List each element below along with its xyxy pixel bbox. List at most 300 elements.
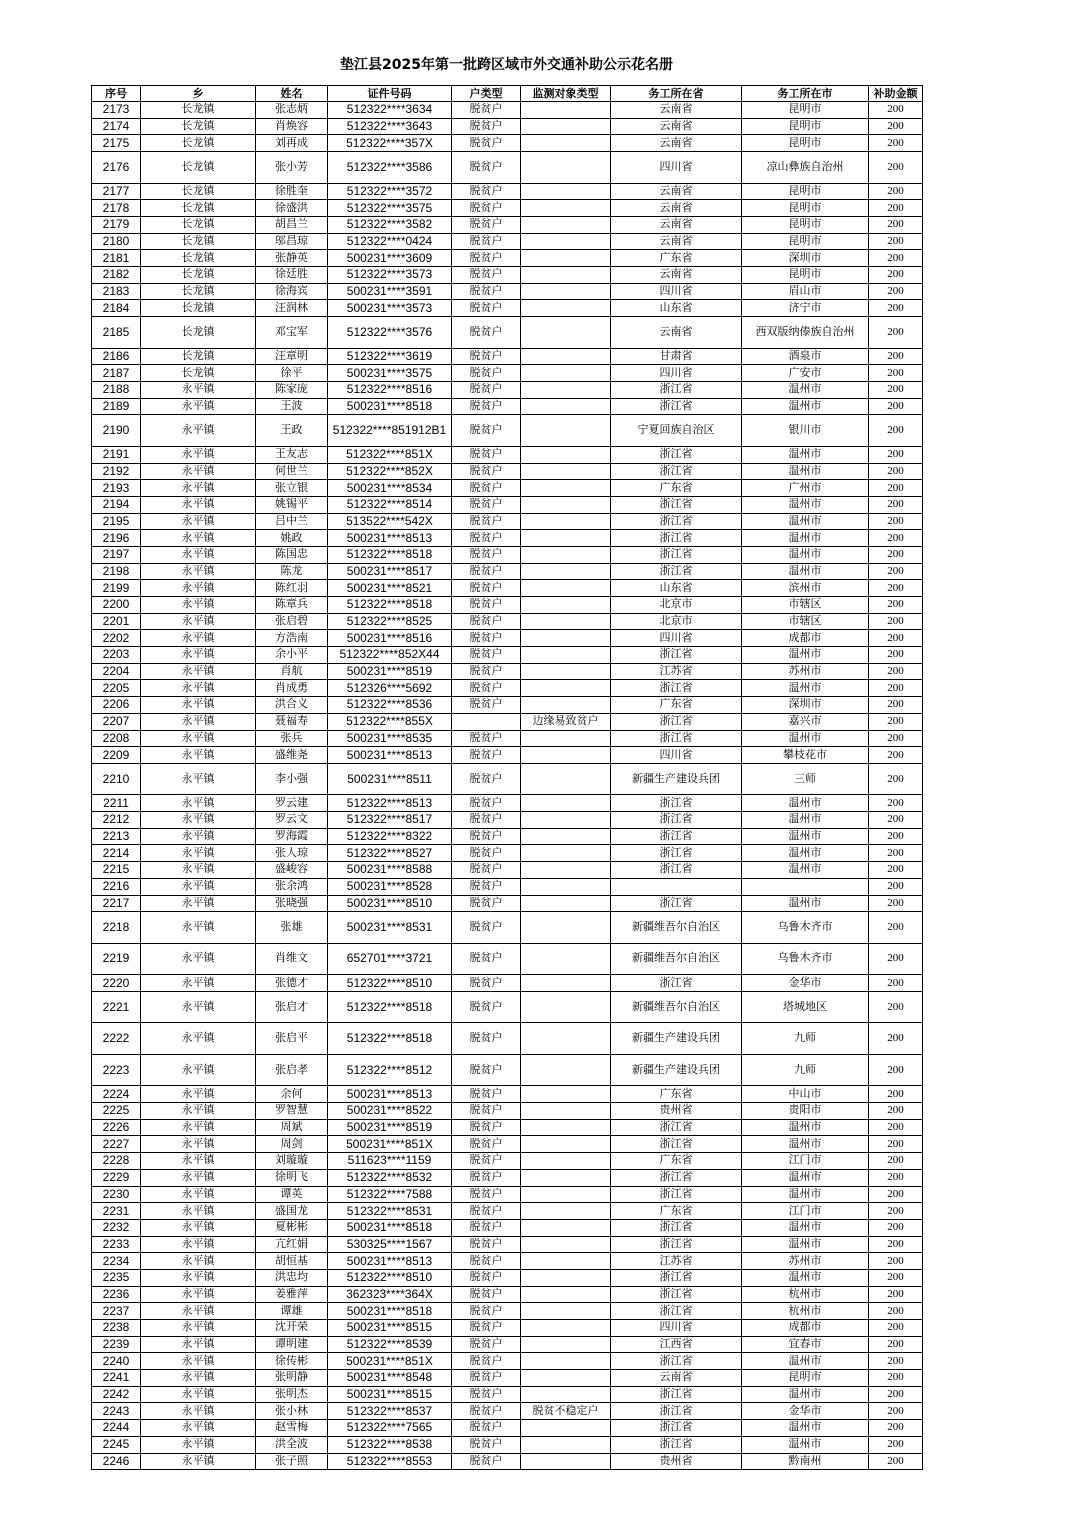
table-row	[92, 663, 923, 680]
cell-work-province: 浙江省	[611, 895, 742, 912]
cell-subsidy-amount: 200	[869, 1119, 923, 1136]
cell-serial: 2235	[92, 1269, 141, 1286]
cell-id-number: 512322****3572	[328, 183, 452, 200]
cell-subsidy-amount: 200	[869, 365, 923, 382]
cell-township: 永平镇	[141, 713, 256, 730]
cell-subsidy-amount: 200	[869, 1054, 923, 1086]
cell-monitor-type	[521, 895, 611, 912]
cell-id-number: 500231****8516	[328, 630, 452, 647]
cell-household-type: 脱贫户	[452, 597, 521, 614]
cell-household-type: 脱贫户	[452, 747, 521, 764]
cell-name: 洪全波	[256, 1436, 328, 1453]
cell-id-number: 512322****8527	[328, 845, 452, 862]
cell-serial: 2216	[92, 878, 141, 895]
cell-work-city: 昆明市	[742, 216, 869, 233]
cell-work-city: 江门市	[742, 1153, 869, 1170]
cell-serial: 2241	[92, 1370, 141, 1387]
cell-work-city: 酒泉市	[742, 348, 869, 365]
cell-work-province: 浙江省	[611, 398, 742, 415]
cell-work-province: 广东省	[611, 480, 742, 497]
cell-serial: 2189	[92, 398, 141, 415]
cell-work-province: 浙江省	[611, 1236, 742, 1253]
cell-household-type: 脱贫户	[452, 763, 521, 795]
cell-subsidy-amount: 200	[869, 895, 923, 912]
cell-serial: 2196	[92, 530, 141, 547]
cell-monitor-type	[521, 1320, 611, 1337]
cell-id-number: 362323****364X	[328, 1286, 452, 1303]
table-row	[92, 1186, 923, 1203]
cell-id-number: 512322****8536	[328, 697, 452, 714]
table-row	[92, 862, 923, 879]
cell-monitor-type	[521, 1103, 611, 1120]
cell-work-province: 广东省	[611, 1203, 742, 1220]
cell-work-city: 温州市	[742, 1219, 869, 1236]
table-row	[92, 713, 923, 730]
cell-monitor-type	[521, 647, 611, 664]
cell-township: 永平镇	[141, 415, 256, 447]
cell-subsidy-amount: 200	[869, 697, 923, 714]
cell-township: 永平镇	[141, 1286, 256, 1303]
cell-household-type: 脱贫户	[452, 183, 521, 200]
cell-household-type: 脱贫户	[452, 991, 521, 1023]
cell-subsidy-amount: 200	[869, 1186, 923, 1203]
cell-name: 罗海霞	[256, 828, 328, 845]
cell-serial: 2185	[92, 317, 141, 349]
cell-township: 永平镇	[141, 530, 256, 547]
cell-township: 永平镇	[141, 1103, 256, 1120]
cell-id-number: 512322****855X	[328, 713, 452, 730]
cell-monitor-type	[521, 747, 611, 764]
cell-township: 长龙镇	[141, 102, 256, 119]
table-row	[92, 200, 923, 217]
cell-id-number: 512322****8553	[328, 1453, 452, 1470]
table-row	[92, 348, 923, 365]
cell-id-number: 512322****3582	[328, 216, 452, 233]
cell-id-number: 512322****3576	[328, 317, 452, 349]
cell-id-number: 512322****8510	[328, 975, 452, 992]
cell-work-city: 昆明市	[742, 200, 869, 217]
cell-work-province: 浙江省	[611, 730, 742, 747]
cell-monitor-type	[521, 1386, 611, 1403]
cell-household-type: 脱贫户	[452, 1320, 521, 1337]
cell-township: 永平镇	[141, 895, 256, 912]
cell-household-type: 脱贫户	[452, 1103, 521, 1120]
cell-household-type: 脱贫户	[452, 1370, 521, 1387]
cell-subsidy-amount: 200	[869, 415, 923, 447]
cell-monitor-type	[521, 828, 611, 845]
cell-name: 何世兰	[256, 463, 328, 480]
cell-household-type: 脱贫户	[452, 398, 521, 415]
cell-subsidy-amount: 200	[869, 1320, 923, 1337]
cell-subsidy-amount: 200	[869, 663, 923, 680]
cell-subsidy-amount: 200	[869, 597, 923, 614]
cell-work-city: 银川市	[742, 415, 869, 447]
cell-subsidy-amount: 200	[869, 763, 923, 795]
cell-name: 汪润林	[256, 300, 328, 317]
table-row	[92, 250, 923, 267]
cell-serial: 2242	[92, 1386, 141, 1403]
cell-township: 永平镇	[141, 1420, 256, 1437]
cell-id-number: 512322****8538	[328, 1436, 452, 1453]
cell-id-number: 512322****7565	[328, 1420, 452, 1437]
cell-work-city: 九师	[742, 1054, 869, 1086]
table-row	[92, 795, 923, 812]
cell-township: 永平镇	[141, 812, 256, 829]
cell-work-city: 杭州市	[742, 1286, 869, 1303]
cell-work-city: 温州市	[742, 1136, 869, 1153]
cell-work-city: 眉山市	[742, 283, 869, 300]
cell-subsidy-amount: 200	[869, 1336, 923, 1353]
table-row	[92, 1370, 923, 1387]
cell-id-number: 500231****851X	[328, 1136, 452, 1153]
cell-work-city: 温州市	[742, 496, 869, 513]
cell-serial: 2180	[92, 233, 141, 250]
cell-name: 张明杰	[256, 1386, 328, 1403]
cell-monitor-type	[521, 200, 611, 217]
cell-subsidy-amount: 200	[869, 730, 923, 747]
cell-id-number: 500231****8517	[328, 563, 452, 580]
cell-household-type: 脱贫户	[452, 1269, 521, 1286]
cell-work-province: 江西省	[611, 1336, 742, 1353]
cell-township: 永平镇	[141, 1023, 256, 1055]
cell-serial: 2228	[92, 1153, 141, 1170]
cell-subsidy-amount: 200	[869, 1303, 923, 1320]
cell-township: 永平镇	[141, 975, 256, 992]
cell-monitor-type	[521, 233, 611, 250]
cell-household-type: 脱贫户	[452, 216, 521, 233]
cell-name: 罗智慧	[256, 1103, 328, 1120]
cell-serial: 2210	[92, 763, 141, 795]
table-row	[92, 613, 923, 630]
header-monitor-type: 监测对象类型	[521, 86, 611, 102]
cell-household-type: 脱贫户	[452, 135, 521, 152]
cell-household-type: 脱贫户	[452, 697, 521, 714]
cell-monitor-type	[521, 1436, 611, 1453]
cell-work-city: 凉山彝族自治州	[742, 152, 869, 184]
cell-work-province: 浙江省	[611, 446, 742, 463]
table-row	[92, 233, 923, 250]
cell-id-number: 512322****3586	[328, 152, 452, 184]
cell-work-city: 滨州市	[742, 580, 869, 597]
cell-serial: 2239	[92, 1336, 141, 1353]
cell-household-type: 脱贫户	[452, 200, 521, 217]
cell-household-type: 脱贫户	[452, 1186, 521, 1203]
cell-household-type: 脱贫户	[452, 348, 521, 365]
cell-household-type: 脱贫户	[452, 300, 521, 317]
cell-subsidy-amount: 200	[869, 513, 923, 530]
header-id-number: 证件号码	[328, 86, 452, 102]
cell-work-province: 江苏省	[611, 663, 742, 680]
cell-serial: 2232	[92, 1219, 141, 1236]
cell-id-number: 500231****8511	[328, 763, 452, 795]
cell-household-type: 脱贫户	[452, 463, 521, 480]
cell-name: 邬昌琼	[256, 233, 328, 250]
table-row	[92, 1119, 923, 1136]
cell-work-province: 浙江省	[611, 795, 742, 812]
table-row	[92, 415, 923, 447]
cell-monitor-type	[521, 1453, 611, 1470]
cell-household-type: 脱贫户	[452, 1054, 521, 1086]
cell-monitor-type	[521, 183, 611, 200]
cell-work-province: 浙江省	[611, 1303, 742, 1320]
cell-name: 张余鸿	[256, 878, 328, 895]
cell-name: 胡恒基	[256, 1253, 328, 1270]
cell-township: 永平镇	[141, 463, 256, 480]
cell-subsidy-amount: 200	[869, 267, 923, 284]
table-row	[92, 183, 923, 200]
table-row	[92, 1420, 923, 1437]
table-row	[92, 496, 923, 513]
cell-name: 亢红娟	[256, 1236, 328, 1253]
cell-name: 徐传彬	[256, 1353, 328, 1370]
cell-work-city: 市辖区	[742, 597, 869, 614]
cell-township: 永平镇	[141, 398, 256, 415]
cell-serial: 2204	[92, 663, 141, 680]
cell-id-number: 500231****3573	[328, 300, 452, 317]
cell-serial: 2211	[92, 795, 141, 812]
cell-work-city: 宜春市	[742, 1336, 869, 1353]
cell-serial: 2221	[92, 991, 141, 1023]
cell-serial: 2244	[92, 1420, 141, 1437]
cell-subsidy-amount: 200	[869, 713, 923, 730]
cell-id-number: 500231****8513	[328, 1086, 452, 1103]
cell-work-city: 塔城地区	[742, 991, 869, 1023]
cell-monitor-type	[521, 1286, 611, 1303]
cell-id-number: 500231****8515	[328, 1386, 452, 1403]
cell-township: 永平镇	[141, 1203, 256, 1220]
cell-subsidy-amount: 200	[869, 1386, 923, 1403]
cell-id-number: 500231****8528	[328, 878, 452, 895]
cell-work-city: 昆明市	[742, 118, 869, 135]
cell-subsidy-amount: 200	[869, 1219, 923, 1236]
cell-name: 张晓强	[256, 895, 328, 912]
cell-monitor-type	[521, 1420, 611, 1437]
cell-work-province: 广东省	[611, 1086, 742, 1103]
cell-subsidy-amount: 200	[869, 1286, 923, 1303]
cell-name: 陈家庞	[256, 381, 328, 398]
cell-township: 永平镇	[141, 446, 256, 463]
table-row	[92, 730, 923, 747]
table-row	[92, 480, 923, 497]
cell-work-province: 浙江省	[611, 713, 742, 730]
table-row	[92, 365, 923, 382]
cell-work-province: 云南省	[611, 102, 742, 119]
cell-work-province: 浙江省	[611, 1269, 742, 1286]
cell-work-province: 新疆维吾尔自治区	[611, 912, 742, 944]
header-serial: 序号	[92, 86, 141, 102]
cell-household-type: 脱贫户	[452, 1203, 521, 1220]
table-row	[92, 135, 923, 152]
cell-serial: 2238	[92, 1320, 141, 1337]
cell-work-city: 温州市	[742, 828, 869, 845]
cell-serial: 2222	[92, 1023, 141, 1055]
cell-id-number: 512322****8531	[328, 1203, 452, 1220]
table-row	[92, 546, 923, 563]
cell-household-type: 脱贫户	[452, 563, 521, 580]
cell-name: 盛国龙	[256, 1203, 328, 1220]
cell-monitor-type	[521, 348, 611, 365]
cell-work-city: 温州市	[742, 398, 869, 415]
cell-name: 张小芳	[256, 152, 328, 184]
cell-household-type: 脱贫户	[452, 102, 521, 119]
cell-id-number: 652701****3721	[328, 943, 452, 975]
table-row	[92, 1403, 923, 1420]
cell-serial: 2215	[92, 862, 141, 879]
cell-household-type: 脱贫户	[452, 267, 521, 284]
cell-monitor-type	[521, 1269, 611, 1286]
cell-work-province: 四川省	[611, 152, 742, 184]
cell-serial: 2219	[92, 943, 141, 975]
cell-serial: 2229	[92, 1169, 141, 1186]
cell-work-province: 浙江省	[611, 1219, 742, 1236]
table-row	[92, 463, 923, 480]
cell-household-type: 脱贫户	[452, 862, 521, 879]
cell-household-type: 脱贫户	[452, 1436, 521, 1453]
page-title: 垫江县2025年第一批跨区域市外交通补助公示花名册	[340, 57, 673, 73]
cell-township: 永平镇	[141, 513, 256, 530]
cell-work-city: 攀枝花市	[742, 747, 869, 764]
cell-serial: 2230	[92, 1186, 141, 1203]
cell-household-type: 脱贫户	[452, 1136, 521, 1153]
cell-serial: 2223	[92, 1054, 141, 1086]
cell-name: 谭雄	[256, 1303, 328, 1320]
cell-work-province: 四川省	[611, 630, 742, 647]
cell-household-type: 脱贫户	[452, 1219, 521, 1236]
cell-work-province: 浙江省	[611, 463, 742, 480]
cell-name: 姚锡平	[256, 496, 328, 513]
cell-id-number: 512322****852X	[328, 463, 452, 480]
cell-household-type: 脱贫户	[452, 1253, 521, 1270]
cell-subsidy-amount: 200	[869, 233, 923, 250]
cell-monitor-type	[521, 1086, 611, 1103]
cell-township: 永平镇	[141, 381, 256, 398]
cell-work-province: 山东省	[611, 300, 742, 317]
cell-work-province: 江苏省	[611, 1253, 742, 1270]
cell-household-type: 脱贫户	[452, 283, 521, 300]
cell-work-province: 甘肃省	[611, 348, 742, 365]
cell-household-type: 脱贫户	[452, 1336, 521, 1353]
table-row	[92, 300, 923, 317]
cell-id-number: 512322****8516	[328, 381, 452, 398]
cell-id-number: 512322****3634	[328, 102, 452, 119]
cell-id-number: 512322****8513	[328, 795, 452, 812]
cell-work-city: 苏州市	[742, 663, 869, 680]
cell-work-province: 浙江省	[611, 1403, 742, 1420]
cell-id-number: 500231****3591	[328, 283, 452, 300]
cell-serial: 2233	[92, 1236, 141, 1253]
cell-name: 陈红羽	[256, 580, 328, 597]
cell-name: 姚政	[256, 530, 328, 547]
cell-work-city: 温州市	[742, 381, 869, 398]
cell-township: 永平镇	[141, 878, 256, 895]
cell-work-city: 黔南州	[742, 1453, 869, 1470]
cell-monitor-type	[521, 975, 611, 992]
cell-work-city: 杭州市	[742, 1303, 869, 1320]
table-row	[92, 398, 923, 415]
header-subsidy-amount: 补助金额	[869, 86, 923, 102]
cell-name: 盛峻容	[256, 862, 328, 879]
cell-id-number: 512322****8518	[328, 546, 452, 563]
header-row	[92, 86, 923, 102]
cell-monitor-type	[521, 763, 611, 795]
cell-id-number: 500231****8535	[328, 730, 452, 747]
cell-subsidy-amount: 200	[869, 747, 923, 764]
cell-household-type: 脱贫户	[452, 613, 521, 630]
cell-township: 长龙镇	[141, 283, 256, 300]
cell-subsidy-amount: 200	[869, 183, 923, 200]
table-row	[92, 647, 923, 664]
cell-township: 永平镇	[141, 1119, 256, 1136]
cell-serial: 2206	[92, 697, 141, 714]
cell-id-number: 500231****8519	[328, 663, 452, 680]
cell-household-type: 脱贫户	[452, 1153, 521, 1170]
cell-township: 永平镇	[141, 1136, 256, 1153]
cell-work-city: 市辖区	[742, 613, 869, 630]
cell-subsidy-amount: 200	[869, 200, 923, 217]
cell-monitor-type	[521, 912, 611, 944]
cell-name: 洪合义	[256, 697, 328, 714]
cell-township: 永平镇	[141, 680, 256, 697]
cell-subsidy-amount: 200	[869, 828, 923, 845]
table-row	[92, 513, 923, 530]
cell-name: 谭明建	[256, 1336, 328, 1353]
cell-work-province: 浙江省	[611, 546, 742, 563]
cell-id-number: 512322****8518	[328, 597, 452, 614]
cell-work-province: 浙江省	[611, 862, 742, 879]
cell-monitor-type	[521, 1023, 611, 1055]
cell-id-number: 512322****8512	[328, 1054, 452, 1086]
cell-serial: 2199	[92, 580, 141, 597]
cell-township: 永平镇	[141, 630, 256, 647]
cell-subsidy-amount: 200	[869, 862, 923, 879]
cell-work-city: 深圳市	[742, 250, 869, 267]
table-row	[92, 1320, 923, 1337]
cell-work-city	[742, 878, 869, 895]
cell-household-type: 脱贫户	[452, 630, 521, 647]
cell-monitor-type	[521, 597, 611, 614]
cell-subsidy-amount: 200	[869, 317, 923, 349]
cell-name: 肖航	[256, 663, 328, 680]
cell-work-city: 昆明市	[742, 135, 869, 152]
cell-id-number: 512322****7588	[328, 1186, 452, 1203]
cell-serial: 2213	[92, 828, 141, 845]
cell-work-province: 浙江省	[611, 975, 742, 992]
cell-township: 长龙镇	[141, 267, 256, 284]
cell-work-province: 云南省	[611, 233, 742, 250]
cell-household-type: 脱贫户	[452, 680, 521, 697]
cell-serial: 2183	[92, 283, 141, 300]
cell-subsidy-amount: 200	[869, 381, 923, 398]
cell-serial: 2190	[92, 415, 141, 447]
cell-id-number: 512322****8514	[328, 496, 452, 513]
cell-monitor-type	[521, 1054, 611, 1086]
cell-subsidy-amount: 200	[869, 647, 923, 664]
cell-household-type: 脱贫户	[452, 845, 521, 862]
cell-serial: 2217	[92, 895, 141, 912]
roster-table	[91, 85, 923, 1470]
cell-subsidy-amount: 200	[869, 943, 923, 975]
cell-subsidy-amount: 200	[869, 1253, 923, 1270]
cell-id-number: 512322****8517	[328, 812, 452, 829]
cell-work-province: 浙江省	[611, 496, 742, 513]
cell-township: 长龙镇	[141, 317, 256, 349]
cell-id-number: 512322****8518	[328, 991, 452, 1023]
cell-monitor-type	[521, 446, 611, 463]
cell-name: 罗云文	[256, 812, 328, 829]
table-row	[92, 912, 923, 944]
cell-work-city: 嘉兴市	[742, 713, 869, 730]
cell-subsidy-amount: 200	[869, 118, 923, 135]
